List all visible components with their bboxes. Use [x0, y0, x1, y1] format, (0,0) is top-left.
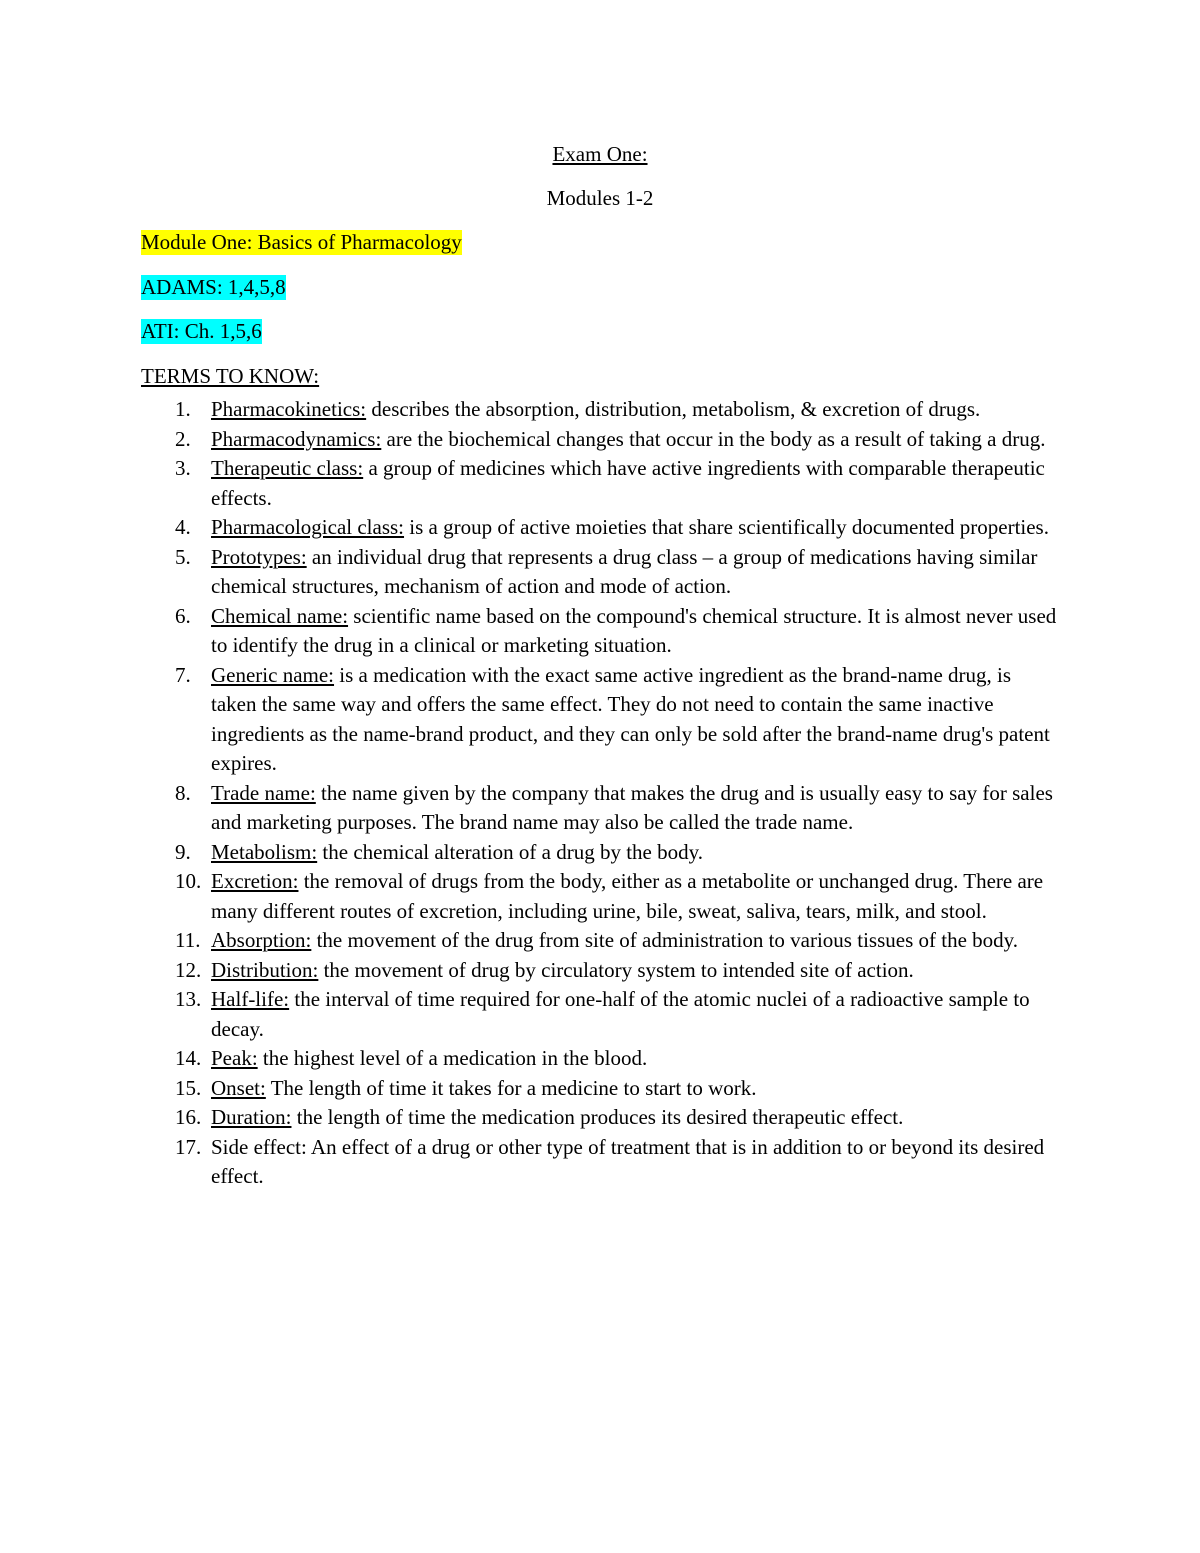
term-name: Prototypes:	[211, 544, 307, 569]
term-name: Peak:	[211, 1046, 258, 1070]
list-item-number: 10.	[175, 869, 202, 893]
list-item-number: 3.	[175, 456, 191, 480]
term-definition: the interval of time required for one-half of the atomic nuclei of a radioactive sample to decay.	[211, 987, 1030, 1041]
term-definition: the name given by the company that makes the drug and is usually easy to say for sales and marketing purposes. The brand name may also be called the trade name.	[211, 780, 1053, 834]
term-name: Excretion:	[211, 869, 299, 893]
document-subtitle: Modules 1-2	[546, 185, 654, 210]
term-name: Therapeutic class:	[211, 456, 364, 480]
term-name: Distribution:	[211, 957, 319, 982]
term-definition: describes the absorption, distribution, metabolism, & excretion of drugs.	[366, 397, 981, 421]
term-definition: a group of medicines which have active ingredients with comparable therapeutic effects.	[211, 456, 1045, 510]
list-item-number: 16.	[175, 1105, 202, 1129]
term-name: Duration:	[211, 1105, 292, 1129]
list-item	[141, 543, 1061, 602]
list-item-number: 7.	[175, 662, 191, 687]
list-item-number: 17.	[175, 1134, 202, 1159]
list-item	[141, 867, 1061, 926]
list-item	[141, 602, 1061, 661]
list-item	[141, 513, 1061, 543]
term-name: Pharmacokinetics:	[211, 397, 367, 421]
term-name: Absorption:	[211, 928, 312, 952]
term-definition: the chemical alteration of a drug by the body.	[317, 839, 704, 864]
list-item	[141, 395, 1061, 425]
list-item	[141, 779, 1061, 838]
terms-heading: TERMS TO KNOW:	[141, 363, 320, 388]
list-item-number: 5.	[175, 544, 191, 569]
list-item	[141, 985, 1061, 1044]
term-definition: the movement of the drug from site of administration to various tissues of the body.	[311, 928, 1019, 952]
list-item-number: 4.	[175, 515, 191, 539]
list-item-number: 12.	[175, 957, 202, 982]
list-item	[141, 926, 1061, 956]
list-item	[141, 454, 1061, 513]
term-name: Metabolism:	[211, 839, 318, 864]
list-item-number: 1.	[175, 397, 191, 421]
list-item	[141, 661, 1061, 779]
term-definition: scientific name based on the compound's chemical structure. It is almost never used to identify the drug in a clinical or marketing situation.	[211, 603, 1057, 657]
term-name: Pharmacodynamics:	[211, 426, 382, 451]
list-item-number: 11.	[175, 928, 201, 952]
adams-reference: ADAMS: 1,4,5,8	[141, 274, 286, 299]
term-name: Generic name:	[211, 662, 335, 687]
term-definition: the highest level of a medication in the blood.	[257, 1046, 648, 1070]
module-heading-line	[141, 228, 1061, 258]
ati-reference: ATI: Ch. 1,5,6	[141, 319, 262, 343]
term-definition: the movement of drug by circulatory system to intended site of action.	[318, 957, 914, 982]
terms-list	[141, 395, 1061, 1192]
term-name: Chemical name:	[211, 603, 349, 628]
term-name: Trade name:	[211, 780, 316, 805]
list-item	[141, 1074, 1061, 1104]
term-definition: Side effect: An effect of a drug or other type of treatment that is in addition to or beyond its desired effect.	[211, 1134, 1045, 1188]
adams-line	[141, 273, 1061, 303]
list-item	[141, 956, 1061, 986]
term-definition: the removal of drugs from the body, either as a metabolite or unchanged drug. There are many different routes of excretion, including urine, bile, sweat, saliva, tears, milk, and stool.	[211, 869, 1044, 923]
list-item	[141, 1044, 1061, 1074]
list-item	[141, 425, 1061, 455]
list-item-number: 14.	[175, 1046, 202, 1070]
term-name: Half-life:	[211, 987, 290, 1011]
list-item	[141, 838, 1061, 868]
term-definition: are the biochemical changes that occur in the body as a result of taking a drug.	[381, 426, 1046, 451]
list-item-number: 15.	[175, 1075, 202, 1100]
document-body	[141, 140, 1061, 1192]
term-name: Pharmacological class:	[211, 515, 405, 539]
term-definition: an individual drug that represents a drug class – a group of medications having similar chemical structures, mechanism of action and mode of action.	[211, 544, 1038, 598]
module-heading: Module One: Basics of Pharmacology	[141, 230, 462, 254]
list-item	[141, 1103, 1061, 1133]
term-definition: is a medication with the exact same active ingredient as the brand-name drug, is taken the same way and offers the same effect. They do not need to contain the same inactive ingredients as the name-brand product, and they can only be sold after the brand-name drug's patent expires.	[211, 662, 1050, 775]
term-definition: is a group of active moieties that share scientifically documented properties.	[404, 515, 1049, 539]
list-item-number: 6.	[175, 603, 191, 628]
ati-line	[141, 317, 1061, 347]
list-item-number: 8.	[175, 780, 191, 805]
term-definition: The length of time it takes for a medicine to start to work.	[265, 1075, 757, 1100]
list-item	[141, 1133, 1061, 1192]
term-name: Onset:	[211, 1075, 266, 1100]
document-title: Exam One:	[552, 142, 648, 166]
list-item-number: 9.	[175, 839, 191, 864]
term-definition: the length of time the medication produces its desired therapeutic effect.	[291, 1105, 904, 1129]
list-item-number: 2.	[175, 426, 191, 451]
list-item-number: 13.	[175, 987, 202, 1011]
